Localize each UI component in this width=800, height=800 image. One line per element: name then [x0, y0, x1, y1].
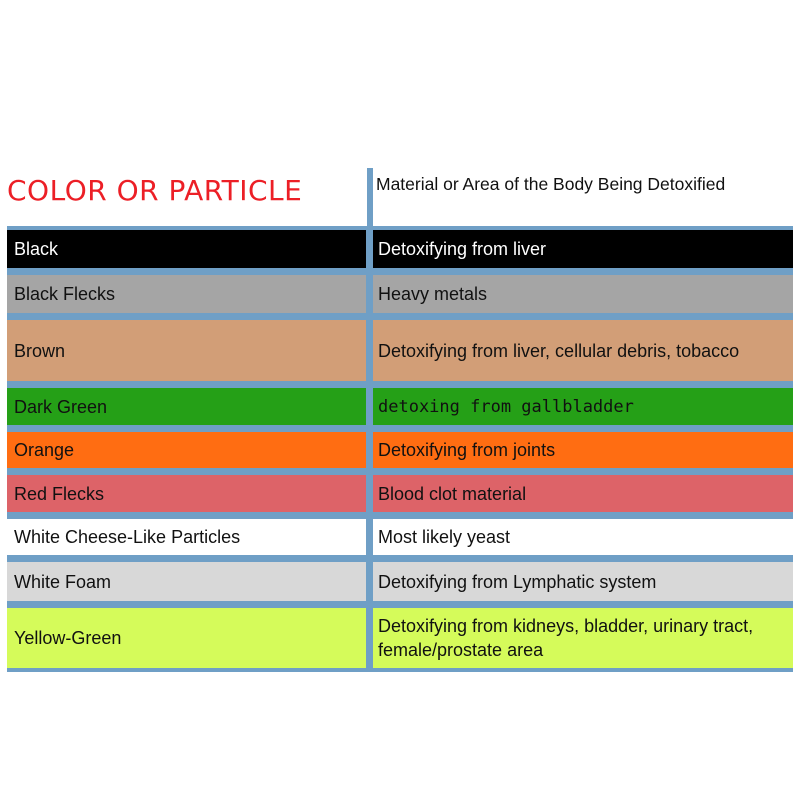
row-meaning-cell: Blood clot material [373, 475, 793, 512]
table-row [7, 275, 793, 313]
row-color-cell: Brown [7, 320, 366, 381]
column-divider [366, 608, 373, 668]
column-divider [366, 475, 373, 512]
table-row [7, 475, 793, 512]
table-row [7, 432, 793, 468]
column-divider [366, 230, 373, 268]
row-color-cell: Black [7, 230, 366, 268]
table-row [7, 320, 793, 381]
column-divider [366, 432, 373, 468]
column-divider [366, 320, 373, 381]
row-meaning-cell: Detoxifying from liver, cellular debris, tobacco [373, 320, 793, 381]
row-color-cell: White Cheese-Like Particles [7, 519, 366, 555]
row-meaning-cell: Detoxifying from liver [373, 230, 793, 268]
column-divider [366, 519, 373, 555]
table-row [7, 562, 793, 601]
header-material-area: Material or Area of the Body Being Detoxified [376, 174, 726, 194]
row-meaning-cell: Detoxifying from joints [373, 432, 793, 468]
row-meaning-cell: Heavy metals [373, 275, 793, 313]
row-meaning-cell: Detoxifying from Lymphatic system [373, 562, 793, 601]
row-color-cell: Yellow-Green [7, 608, 366, 668]
header-color-or-particle: COLOR OR PARTICLE [7, 174, 303, 207]
table-body [7, 226, 793, 672]
table-row [7, 519, 793, 555]
row-color-cell: White Foam [7, 562, 366, 601]
column-divider [366, 562, 373, 601]
detox-color-table [7, 168, 793, 672]
row-meaning-cell: detoxing from gallbladder [373, 388, 793, 425]
row-meaning-cell: Detoxifying from kidneys, bladder, urinary tract, female/prostate area [373, 608, 793, 668]
column-divider [366, 275, 373, 313]
column-divider [366, 388, 373, 425]
row-meaning-cell: Most likely yeast [373, 519, 793, 555]
row-color-cell: Red Flecks [7, 475, 366, 512]
row-color-cell: Orange [7, 432, 366, 468]
header-divider [367, 168, 373, 226]
table-header [7, 168, 793, 226]
table-row [7, 388, 793, 425]
row-color-cell: Black Flecks [7, 275, 366, 313]
table-row [7, 608, 793, 668]
table-row [7, 230, 793, 268]
row-color-cell: Dark Green [7, 388, 366, 425]
